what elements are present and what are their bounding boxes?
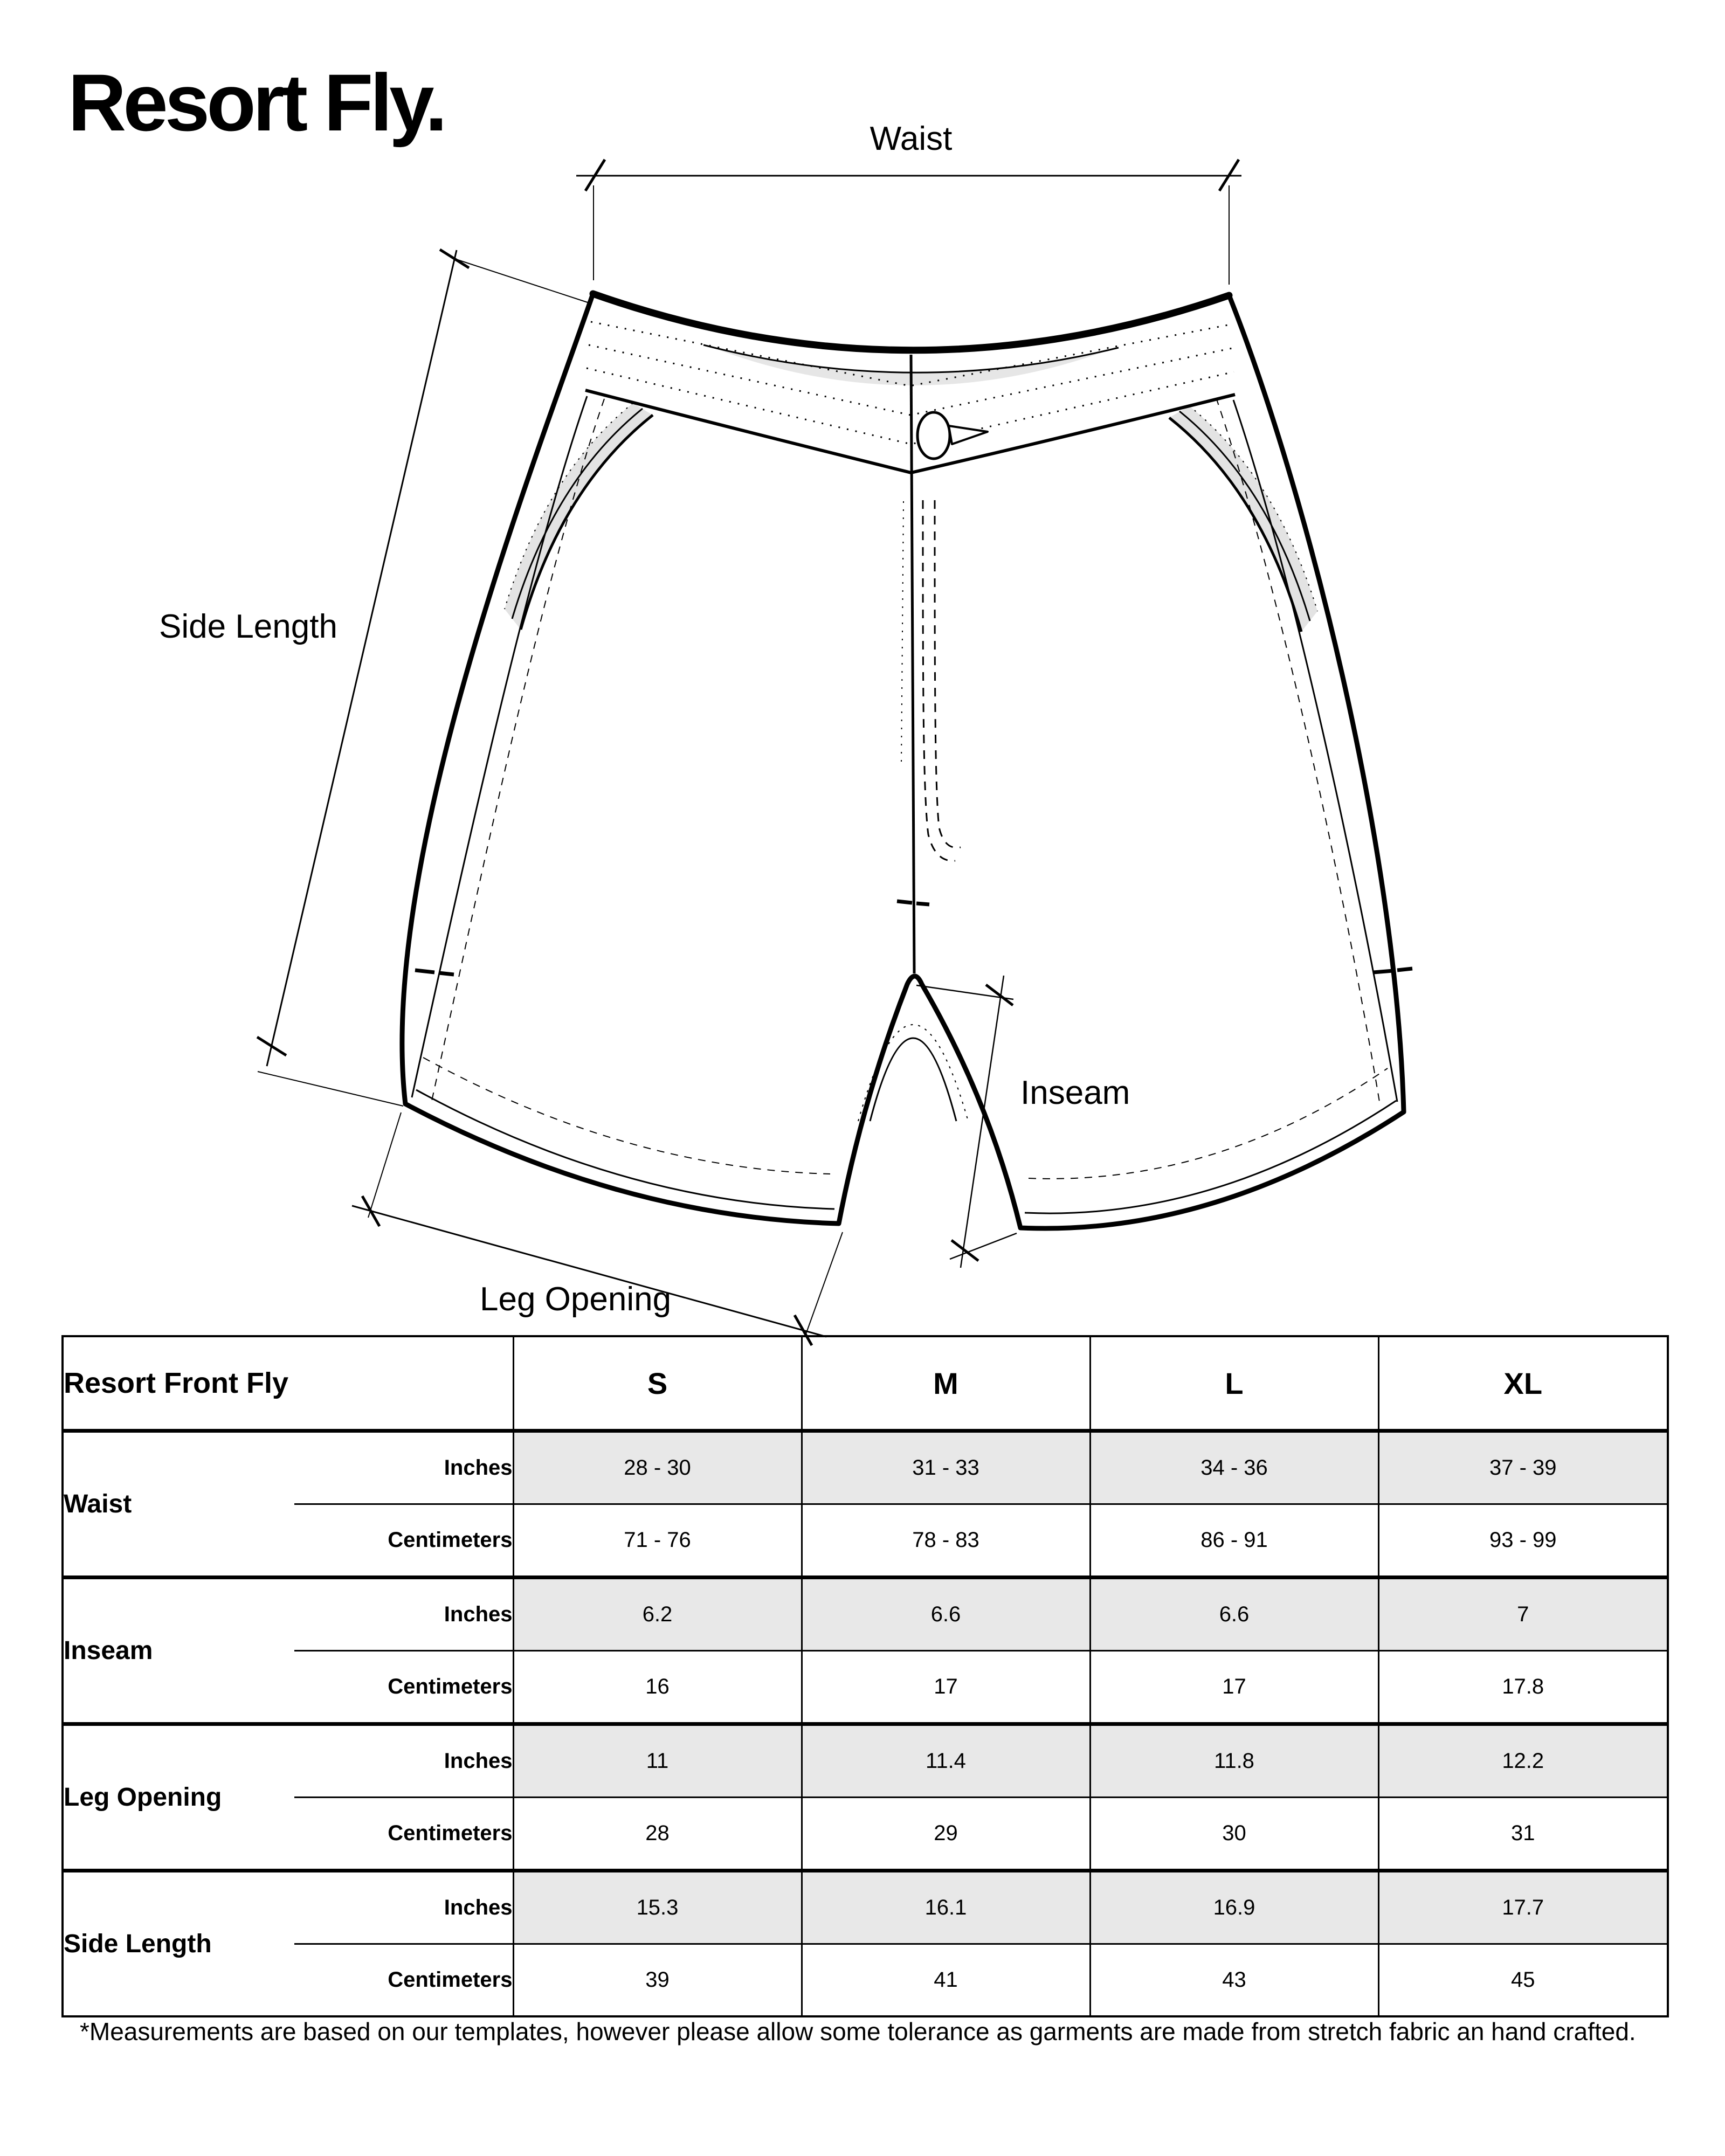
measurement-disclaimer: *Measurements are based on our templates, however please allow some tolerance as garments are made from stretch fabric an hand crafted. xyxy=(80,2017,1636,2046)
cell-waist-in-xl: 37 - 39 xyxy=(1378,1431,1668,1504)
cell-inseam-cm-xl: 17.8 xyxy=(1378,1651,1668,1724)
cell-inseam-cm-m: 17 xyxy=(802,1651,1090,1724)
table-product-name: Resort Front Fly xyxy=(63,1336,513,1431)
side-length-label: Side Length xyxy=(159,608,337,645)
cell-side-in-l: 16.9 xyxy=(1090,1871,1378,1944)
size-header-l: L xyxy=(1090,1336,1378,1431)
row-group-inseam: Inseam xyxy=(63,1578,294,1724)
row-group-leg-opening: Leg Opening xyxy=(63,1724,294,1871)
cell-leg-in-xl: 12.2 xyxy=(1378,1724,1668,1798)
cell-leg-cm-s: 28 xyxy=(513,1798,802,1871)
inseam-label: Inseam xyxy=(1020,1074,1130,1111)
row-group-waist: Waist xyxy=(63,1431,294,1578)
table-row-waist-cm xyxy=(63,1504,1668,1578)
cell-side-cm-m: 41 xyxy=(802,1944,1090,2017)
cell-waist-in-m: 31 - 33 xyxy=(802,1431,1090,1504)
table-row-side-length-inches xyxy=(63,1871,1668,1944)
table-row-leg-opening-cm xyxy=(63,1798,1668,1871)
cell-waist-cm-s: 71 - 76 xyxy=(513,1504,802,1578)
cell-leg-in-m: 11.4 xyxy=(802,1724,1090,1798)
waist-dimension xyxy=(576,160,1241,285)
unit-label-centimeters: Centimeters xyxy=(388,1675,513,1698)
leg-opening-label: Leg Opening xyxy=(480,1281,672,1318)
unit-label-inches: Inches xyxy=(294,1724,513,1798)
shorts-silhouette xyxy=(402,294,1404,1228)
cell-waist-cm-l: 86 - 91 xyxy=(1090,1504,1378,1578)
size-header-m: M xyxy=(802,1336,1090,1431)
size-header-xl: XL xyxy=(1378,1336,1668,1431)
waist-label: Waist xyxy=(870,120,953,157)
cell-side-in-m: 16.1 xyxy=(802,1871,1090,1944)
cell-side-cm-s: 39 xyxy=(513,1944,802,2017)
cell-side-in-xl: 17.7 xyxy=(1378,1871,1668,1944)
cell-waist-in-s: 28 - 30 xyxy=(513,1431,802,1504)
row-group-side-length: Side Length xyxy=(63,1871,294,2017)
cell-side-cm-l: 43 xyxy=(1090,1944,1378,2017)
cell-leg-cm-m: 29 xyxy=(802,1798,1090,1871)
unit-label-inches: Inches xyxy=(294,1431,513,1504)
cell-inseam-cm-l: 17 xyxy=(1090,1651,1378,1724)
cell-inseam-in-l: 6.6 xyxy=(1090,1578,1378,1651)
cell-inseam-in-s: 6.2 xyxy=(513,1578,802,1651)
cell-inseam-in-m: 6.6 xyxy=(802,1578,1090,1651)
cell-inseam-cm-s: 16 xyxy=(513,1651,802,1724)
cell-leg-cm-l: 30 xyxy=(1090,1798,1378,1871)
unit-label-centimeters: Centimeters xyxy=(388,1528,513,1552)
unit-label-centimeters: Centimeters xyxy=(388,1821,513,1845)
waist-button xyxy=(917,412,950,459)
table-header-row xyxy=(63,1336,1668,1431)
cell-waist-in-l: 34 - 36 xyxy=(1090,1431,1378,1504)
cell-waist-cm-m: 78 - 83 xyxy=(802,1504,1090,1578)
page-title: Resort Fly. xyxy=(68,57,445,148)
size-header-s: S xyxy=(513,1336,802,1431)
cell-leg-in-s: 11 xyxy=(513,1724,802,1798)
size-chart xyxy=(61,1335,1669,2017)
unit-label-inches: Inches xyxy=(294,1578,513,1651)
table-row-leg-opening-inches xyxy=(63,1724,1668,1798)
cell-waist-cm-xl: 93 - 99 xyxy=(1378,1504,1668,1578)
table-row-inseam-cm xyxy=(63,1651,1668,1724)
table-row-side-length-cm xyxy=(63,1944,1668,2017)
table-row-inseam-inches xyxy=(63,1578,1668,1651)
size-chart-table xyxy=(61,1335,1669,2017)
cell-side-in-s: 15.3 xyxy=(513,1871,802,1944)
unit-label-centimeters: Centimeters xyxy=(388,1968,513,1992)
table-row-waist-inches xyxy=(63,1431,1668,1504)
cell-leg-cm-xl: 31 xyxy=(1378,1798,1668,1871)
cell-side-cm-xl: 45 xyxy=(1378,1944,1668,2017)
unit-label-inches: Inches xyxy=(294,1871,513,1944)
cell-inseam-in-xl: 7 xyxy=(1378,1578,1668,1651)
cell-leg-in-l: 11.8 xyxy=(1090,1724,1378,1798)
